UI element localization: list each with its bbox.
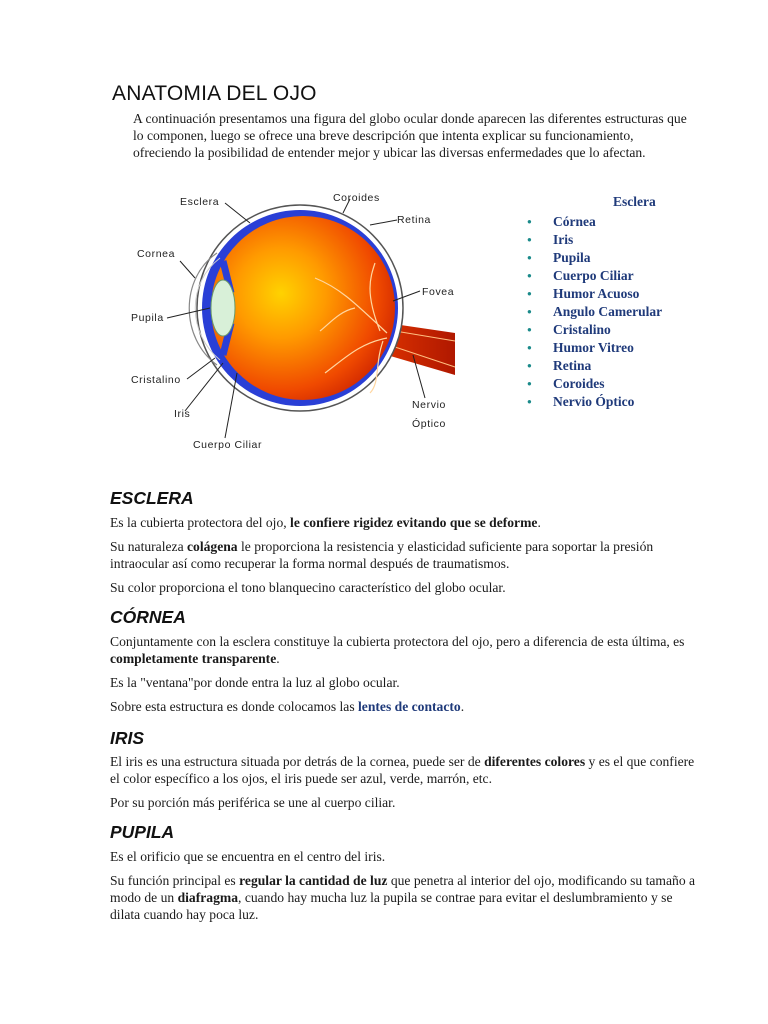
label-fovea: Fovea [422, 286, 455, 298]
section-title-esclera: ESCLERA [110, 488, 194, 508]
list-item[interactable]: ● Humor Acuoso [525, 285, 725, 303]
pupila-paragraph-1: Es el orificio que se encuentra en el centro del iris. [110, 849, 386, 864]
list-item[interactable]: ● Coroides [525, 375, 725, 393]
list-item[interactable]: ● Cuerpo Ciliar [525, 267, 725, 285]
label-retina: Retina [397, 214, 431, 226]
contact-lens-link[interactable]: lentes de contacto [358, 699, 461, 714]
eye-anatomy-diagram [125, 183, 470, 463]
list-item[interactable]: ● Córnea [525, 213, 725, 231]
section-title-pupila: PUPILA [110, 822, 175, 842]
label-iris: Iris [174, 408, 191, 420]
label-pupila: Pupila [131, 312, 164, 324]
label-cuerpo-ciliar: Cuerpo Ciliar [193, 439, 263, 451]
structures-list [525, 193, 725, 411]
globe-shape [211, 216, 395, 400]
list-item[interactable]: ● Retina [525, 357, 725, 375]
section-title-cornea: CÓRNEA [110, 607, 186, 627]
cornea-paragraph-2: Es la "ventana"por donde entra la luz al globo ocular. [110, 675, 400, 690]
list-item[interactable]: ● Nervio Óptico [525, 393, 725, 411]
pupila-paragraph-2: Su función principal es regular la cantidad de luz que penetra al interior del ojo, modificando su tamaño a modo de un diafragma, cuando hay mucha luz la pupila se contrae para evitar el deslumbramiento y se dilata cuando hay poca luz. [110, 873, 696, 922]
esclera-paragraph-3: Su color proporciona el tono blanquecino característico del globo ocular. [110, 580, 506, 595]
label-cristalino: Cristalino [131, 374, 181, 386]
lens-shape [211, 280, 235, 336]
cornea-paragraph-1: Conjuntamente con la esclera constituye la cubierta protectora del ojo, pero a diferencia de esta última, es completamente transparente. [110, 634, 685, 666]
label-cornea: Cornea [137, 248, 176, 260]
list-item[interactable]: ● Angulo Camerular [525, 303, 725, 321]
list-item[interactable]: ● Iris [525, 231, 725, 249]
label-nervio: Nervio [412, 399, 446, 411]
list-item[interactable]: ● Cristalino [525, 321, 725, 339]
list-item[interactable]: ● Pupila [525, 249, 725, 267]
list-heading[interactable]: Esclera [613, 194, 656, 209]
list-item[interactable]: ● Humor Vitreo [525, 339, 725, 357]
label-esclera: Esclera [180, 196, 220, 208]
label-optico: Óptico [412, 418, 446, 430]
intro-paragraph: A continuación presentamos una figura del globo ocular donde aparecen las diferentes estructuras que lo componen, luego se ofrece una breve descripción que intenta explicar su funcionamiento, ofreciendo la posibilidad de entender mejor y ubicar las diversas enfermedades que lo afectan. [133, 111, 687, 160]
label-coroides: Coroides [333, 192, 380, 204]
iris-paragraph-1: El iris es una estructura situada por detrás de la cornea, puede ser de diferentes colores y es el que confiere el color específico a los ojos, el iris puede ser azul, verde, marrón, etc. [110, 754, 695, 786]
section-title-iris: IRIS [110, 728, 145, 748]
esclera-paragraph-2: Su naturaleza colágena le proporciona la resistencia y elasticidad suficiente para soportar la presión intraocular así como recuperar la forma normal después de traumatismos. [110, 539, 654, 571]
cornea-paragraph-3: Sobre esta estructura es donde colocamos las lentes de contacto. [110, 699, 465, 714]
iris-paragraph-2: Por su porción más periférica se une al cuerpo ciliar. [110, 795, 396, 810]
page-title: ANATOMIA DEL OJO [112, 82, 317, 105]
esclera-paragraph-1: Es la cubierta protectora del ojo, le confiere rigidez evitando que se deforme. [110, 515, 541, 530]
